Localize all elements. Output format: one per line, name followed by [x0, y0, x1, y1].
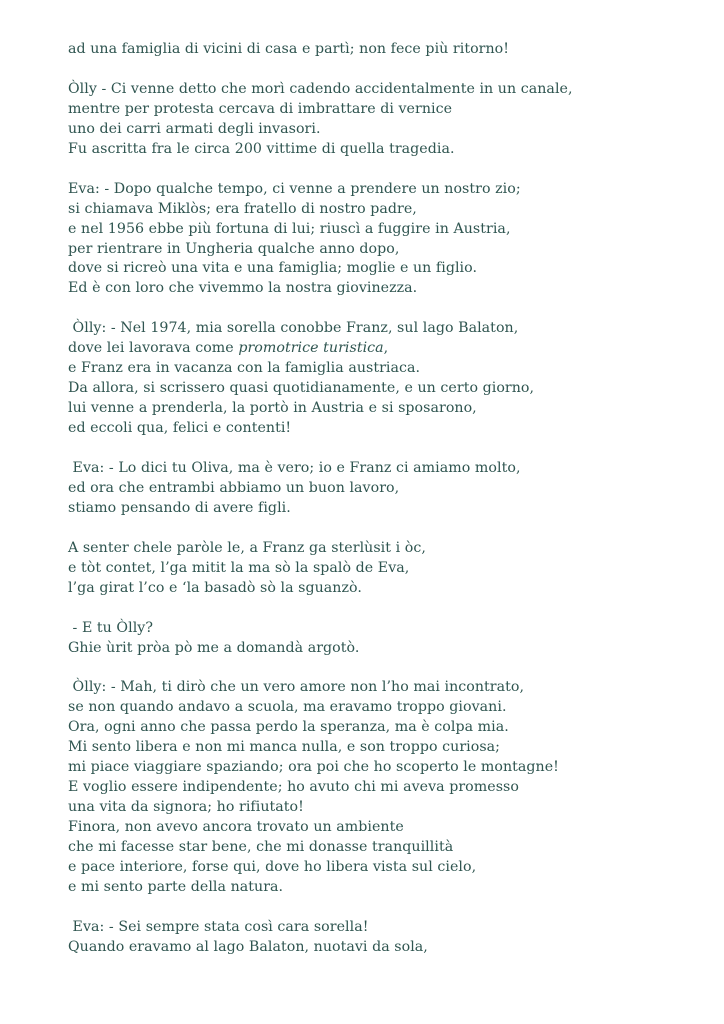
text-line: Da allora, si scrissero quasi quotidianamente, e un certo giorno,: [68, 380, 535, 397]
text-line: Fu ascritta fra le circa 200 vittime di quella tragedia.: [68, 140, 455, 157]
text-line: mi piace viaggiare spaziando; ora poi che ho scoperto le montagne!: [68, 759, 559, 776]
italic-phrase: promotrice turistica: [238, 340, 384, 357]
text-line: Òlly: - Mah, ti dirò che un vero amore non l’ho mai incontrato,: [68, 679, 525, 696]
text-segment: ,: [383, 340, 389, 357]
text-line: Ed è con loro che vivemmo la nostra giovinezza.: [68, 280, 418, 297]
text-line: Òlly: - Nel 1974, mia sorella conobbe Franz, sul lago Balaton,: [68, 320, 519, 337]
text-line: per rientrare in Ungheria qualche anno dopo,: [68, 240, 400, 257]
text-line: lui venne a prenderla, la portò in Austria e si sposarono,: [68, 400, 477, 417]
paragraph: [68, 80, 688, 160]
text-line: Òlly - Ci venne detto che morì cadendo accidentalmente in un canale,: [68, 80, 573, 97]
paragraph: [68, 319, 688, 439]
text-line: E voglio essere indipendente; ho avuto chi mi aveva promesso: [68, 779, 519, 796]
text-line: Eva: - Sei sempre stata così cara sorella!: [68, 918, 369, 935]
text-line: e Franz era in vacanza con la famiglia austriaca.: [68, 360, 421, 377]
text-line: [68, 339, 688, 359]
text-line: una vita da signora; ho rifiutato!: [68, 799, 304, 816]
text-line: e pace interiore, forse qui, dove ho libera vista sul cielo,: [68, 858, 477, 875]
text-line: uno dei carri armati degli invasori.: [68, 120, 321, 137]
paragraph: [68, 459, 688, 519]
paragraph: [68, 619, 688, 659]
text-line: che mi facesse star bene, che mi donasse tranquillità: [68, 839, 454, 856]
text-line: ad una famiglia di vicini di casa e partì; non fece più ritorno!: [68, 41, 510, 57]
text-line: Ghie ùrit pròa pò me a domandà argotò.: [68, 639, 360, 656]
paragraph: [68, 180, 688, 300]
text-line: l’ga girat l’co e ‘la basadò sò la sguanzò.: [68, 579, 362, 596]
paragraph: [68, 918, 688, 958]
text-line: dove si ricreò una vita e una famiglia; moglie e un figlio.: [68, 260, 478, 277]
text-segment: dove lei lavorava come: [68, 340, 239, 357]
text-line: e nel 1956 ebbe più fortuna di lui; riuscì a fuggire in Austria,: [68, 220, 511, 237]
paragraph: [68, 539, 688, 599]
text-line: Mi sento libera e non mi manca nulla, e son troppo curiosa;: [68, 739, 500, 756]
text-line: ed eccoli qua, felici e contenti!: [68, 420, 292, 437]
text-line: si chiamava Miklòs; era fratello di nostro padre,: [68, 200, 417, 217]
text-line: ed ora che entrambi abbiamo un buon lavoro,: [68, 479, 400, 496]
text-line: se non quando andavo a scuola, ma eravamo troppo giovani.: [68, 699, 507, 716]
text-line: Finora, non avevo ancora trovato un ambiente: [68, 819, 404, 836]
text-line: - E tu Òlly?: [68, 619, 154, 636]
text-line: e mi sento parte della natura.: [68, 878, 284, 895]
paragraph: [68, 678, 688, 897]
text-line: e tòt contet, l’ga mitit la ma sò la spalò de Eva,: [68, 559, 410, 576]
document-text: [68, 40, 688, 978]
text-line: Ora, ogni anno che passa perdo la speranza, ma è colpa mia.: [68, 719, 509, 736]
text-line: Eva: - Lo dici tu Oliva, ma è vero; io e Franz ci amiamo molto,: [68, 459, 521, 476]
text-line: mentre per protesta cercava di imbrattare di vernice: [68, 100, 453, 117]
paragraph: [68, 40, 688, 60]
text-line: stiamo pensando di avere figli.: [68, 499, 291, 516]
text-line: A senter chele paròle le, a Franz ga sterlùsit i òc,: [68, 539, 426, 556]
text-line: Eva: - Dopo qualche tempo, ci venne a prendere un nostro zio;: [68, 180, 521, 197]
text-line: Quando eravamo al lago Balaton, nuotavi da sola,: [68, 938, 428, 955]
